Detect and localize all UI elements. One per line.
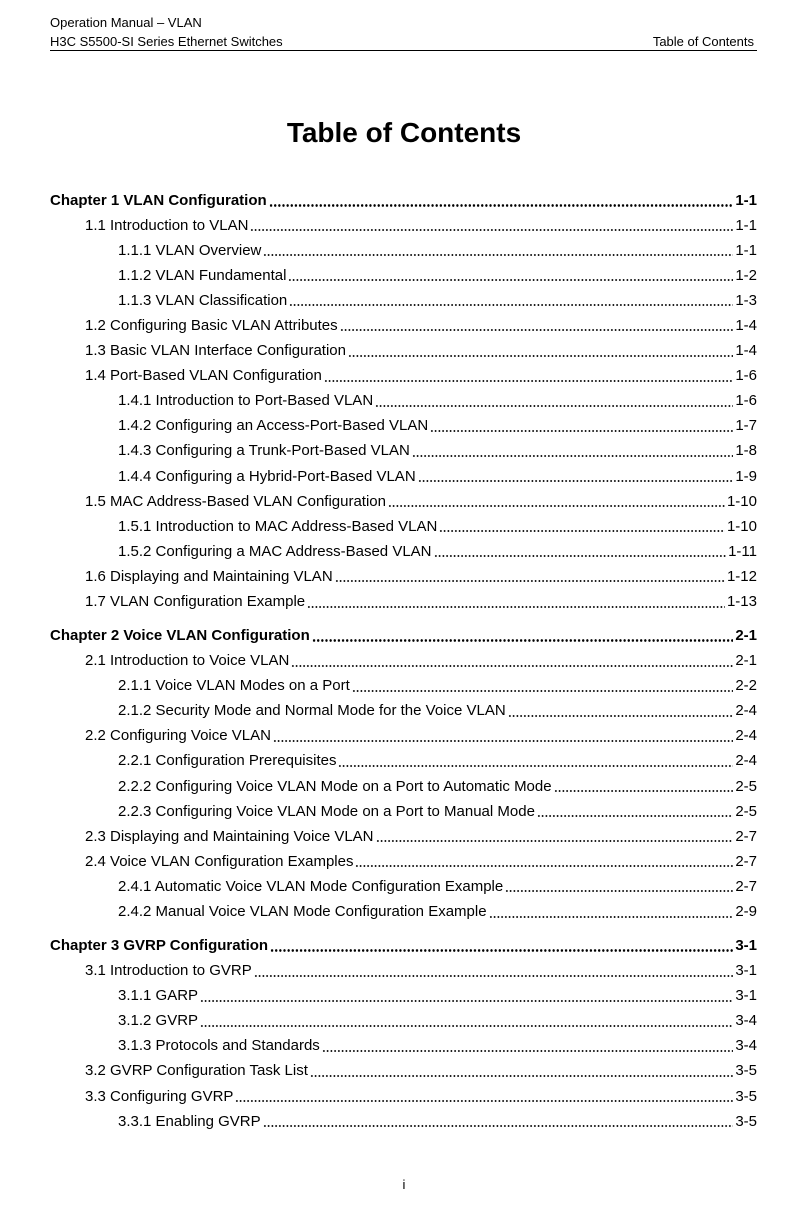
toc-subsection[interactable] [50, 288, 757, 313]
dot-leader [489, 899, 734, 924]
toc-section[interactable] [50, 723, 757, 748]
toc-entry-page: 3-5 [735, 1062, 757, 1080]
toc-entry-page: 1-1 [735, 191, 757, 209]
toc-section[interactable] [50, 958, 757, 983]
toc-entry-page: 1-10 [726, 517, 757, 535]
toc-entry-page: 2-1 [735, 626, 757, 644]
dot-leader [324, 363, 734, 388]
toc-section[interactable] [50, 589, 757, 614]
toc-entry-title: 2.1.1 Voice VLAN Modes on a Port [118, 677, 350, 695]
dot-leader [312, 623, 734, 648]
toc-entry-page: 2-5 [735, 802, 757, 820]
toc-section[interactable] [50, 1084, 757, 1109]
toc-subsection[interactable] [50, 263, 757, 288]
toc-entry-page: 1-2 [735, 266, 757, 284]
dot-leader [263, 238, 733, 263]
dot-leader [288, 263, 733, 288]
dot-leader [200, 1008, 733, 1033]
toc-entry-title: 3.3 Configuring GVRP [85, 1087, 234, 1105]
toc-entry-title: 2.4.2 Manual Voice VLAN Mode Configuration Example [118, 903, 487, 921]
toc-chapter[interactable] [50, 933, 757, 958]
toc-entry-page: 2-7 [735, 827, 757, 845]
toc-section[interactable] [50, 338, 757, 363]
dot-leader [508, 698, 734, 723]
toc-entry-title: 3.3.1 Enabling GVRP [118, 1112, 261, 1130]
toc-section[interactable] [50, 564, 757, 589]
toc-entry-page: 1-7 [735, 417, 757, 435]
toc-entry-page: 2-7 [735, 877, 757, 895]
toc-entry-title: 1.4.1 Introduction to Port-Based VLAN [118, 392, 374, 410]
toc-subsection[interactable] [50, 799, 757, 824]
toc-entry-title: Chapter 1 VLAN Configuration [50, 191, 267, 209]
dot-leader [254, 958, 734, 983]
toc-entry-title: 1.4.4 Configuring a Hybrid-Port-Based VLAN [118, 467, 416, 485]
toc-entry-title: 2.4 Voice VLAN Configuration Examples [85, 852, 354, 870]
toc-subsection[interactable] [50, 413, 757, 438]
toc-subsection[interactable] [50, 1033, 757, 1058]
dot-leader [352, 673, 734, 698]
toc-subsection[interactable] [50, 774, 757, 799]
toc-section[interactable] [50, 489, 757, 514]
toc-entry-title: 2.2.1 Configuration Prerequisites [118, 752, 337, 770]
toc-subsection[interactable] [50, 539, 757, 564]
page-number: i [402, 1177, 406, 1192]
toc-section[interactable] [50, 824, 757, 849]
toc-entry-title: 3.1 Introduction to GVRP [85, 962, 252, 980]
toc-entry-page: 2-4 [735, 702, 757, 720]
toc-entry-page: 1-6 [735, 392, 757, 410]
toc-subsection[interactable] [50, 899, 757, 924]
toc-entry-title: 1.3 Basic VLAN Interface Configuration [85, 342, 346, 360]
dot-leader [439, 514, 725, 539]
toc-section[interactable] [50, 313, 757, 338]
toc-subsection[interactable] [50, 1008, 757, 1033]
dot-leader [273, 723, 733, 748]
toc-entry-page: 2-9 [735, 903, 757, 921]
dot-leader [322, 1033, 734, 1058]
toc-entry-page: 2-1 [735, 652, 757, 670]
toc-section[interactable] [50, 849, 757, 874]
toc-entry-title: 1.4.2 Configuring an Access-Port-Based VLAN [118, 417, 429, 435]
toc-entry-page: 1-10 [726, 492, 757, 510]
toc-section[interactable] [50, 1058, 757, 1083]
toc-chapter[interactable] [50, 188, 757, 213]
dot-leader [263, 1109, 734, 1134]
toc-entry-page: 3-4 [735, 1037, 757, 1055]
toc-entry-page: 1-13 [726, 593, 757, 610]
toc-entry-title: 3.1.2 GVRP [118, 1012, 199, 1030]
toc-entry-page: 2-7 [735, 852, 757, 870]
toc-section[interactable] [50, 363, 757, 388]
toc-entry-title: 1.1 Introduction to VLAN [85, 216, 249, 234]
dot-leader [537, 799, 733, 824]
toc-entry-page: 1-6 [735, 367, 757, 385]
toc-entry-title: 1.4 Port-Based VLAN Configuration [85, 367, 322, 385]
manual-title: Operation Manual – VLAN [50, 15, 202, 30]
toc-entry-page: 1-1 [735, 216, 757, 234]
toc-entry-title: 3.1.1 GARP [118, 987, 199, 1005]
toc-entry-page: 3-5 [735, 1112, 757, 1130]
dot-leader [310, 1058, 733, 1083]
toc-entry-title: 3.1.3 Protocols and Standards [118, 1037, 320, 1055]
dot-leader [270, 933, 733, 958]
toc-subsection[interactable] [50, 673, 757, 698]
toc-entry-title: 2.4.1 Automatic Voice VLAN Mode Configuration Example [118, 877, 504, 895]
toc-section[interactable] [50, 213, 757, 238]
toc-entry-title: 1.5.1 Introduction to MAC Address-Based VLAN [118, 517, 438, 535]
toc-entry-title: 2.2 Configuring Voice VLAN [85, 727, 271, 745]
toc-entry-title: 1.5 MAC Address-Based VLAN Configuration [85, 492, 386, 510]
toc-subsection[interactable] [50, 1109, 757, 1134]
toc-subsection[interactable] [50, 238, 757, 263]
toc-list [50, 188, 757, 1134]
dot-leader [388, 489, 725, 514]
toc-entry-page: 3-1 [735, 937, 757, 954]
toc-entry-page: 3-4 [735, 1012, 757, 1030]
dot-leader [505, 874, 733, 899]
dot-leader [269, 188, 734, 213]
toc-entry-page: 1-4 [735, 342, 757, 360]
toc-entry-title: 2.1.2 Security Mode and Normal Mode for the Voice VLAN [118, 702, 506, 720]
dot-leader [235, 1084, 733, 1109]
dot-leader [375, 388, 733, 413]
dot-leader [250, 213, 733, 238]
toc-chapter[interactable] [50, 623, 757, 648]
toc-entry-page: 2-4 [735, 752, 757, 770]
dot-leader [291, 648, 733, 673]
dot-leader [376, 824, 734, 849]
dot-leader [340, 313, 734, 338]
toc-entry-page: 3-1 [735, 962, 757, 980]
toc-entry-page: 1-1 [735, 241, 757, 259]
dot-leader [418, 464, 734, 489]
toc-subsection[interactable] [50, 748, 757, 773]
toc-entry-page: 2-5 [735, 777, 757, 795]
dot-leader [289, 288, 733, 313]
toc-entry-page: 2-2 [735, 677, 757, 695]
page-title: Table of Contents [286, 117, 522, 148]
dot-leader [355, 849, 733, 874]
toc-entry-title: 1.2 Configuring Basic VLAN Attributes [85, 316, 338, 334]
dot-leader [412, 438, 733, 463]
toc-subsection[interactable] [50, 514, 757, 539]
toc-entry-title: 2.1 Introduction to Voice VLAN [85, 652, 290, 670]
toc-entry-page: 1-8 [735, 442, 757, 460]
toc-entry-page: 3-1 [735, 987, 757, 1005]
dot-leader [200, 983, 733, 1008]
dot-leader [348, 338, 733, 363]
toc-entry-title: 1.1.2 VLAN Fundamental [118, 266, 287, 284]
toc-entry-title: 1.7 VLAN Configuration Example [85, 593, 306, 610]
toc-entry-title: 2.2.2 Configuring Voice VLAN Mode on a Port to Automatic Mode [118, 777, 552, 795]
toc-entry-page: 1-9 [735, 467, 757, 485]
toc-entry-page: 1-12 [726, 567, 757, 585]
toc-entry-title: 1.5.2 Configuring a MAC Address-Based VLAN [118, 542, 432, 560]
dot-leader [338, 748, 733, 773]
toc-entry-title: Chapter 2 Voice VLAN Configuration [50, 626, 310, 644]
product-name: H3C S5500-SI Series Ethernet Switches [50, 34, 283, 49]
toc-subsection[interactable] [50, 983, 757, 1008]
toc-entry-page: 3-5 [735, 1087, 757, 1105]
toc-section[interactable] [50, 648, 757, 673]
dot-leader [434, 539, 727, 564]
toc-entry-title: 3.2 GVRP Configuration Task List [85, 1062, 308, 1080]
toc-entry-page: 1-4 [735, 316, 757, 334]
toc-entry-title: 2.3 Displaying and Maintaining Voice VLAN [85, 827, 374, 845]
dot-leader [554, 774, 734, 799]
toc-entry-title: 1.6 Displaying and Maintaining VLAN [85, 567, 333, 585]
dot-leader [335, 564, 725, 589]
toc-entry-page: 1-3 [735, 291, 757, 309]
toc-entry-page: 2-4 [735, 727, 757, 745]
toc-entry-title: 1.4.3 Configuring a Trunk-Port-Based VLAN [118, 442, 410, 460]
toc-subsection[interactable] [50, 698, 757, 723]
header-section-title: Table of Contents [652, 34, 754, 49]
dot-leader [307, 589, 725, 614]
toc-entry-title: 1.1.3 VLAN Classification [118, 291, 288, 309]
toc-subsection[interactable] [50, 874, 757, 899]
dot-leader [430, 413, 733, 438]
header-rule [50, 50, 757, 51]
toc-entry-title: 2.2.3 Configuring Voice VLAN Mode on a Port to Manual Mode [118, 802, 535, 820]
toc-subsection[interactable] [50, 464, 757, 489]
toc-entry-title: 1.1.1 VLAN Overview [118, 241, 262, 259]
toc-subsection[interactable] [50, 388, 757, 413]
toc-entry-title: Chapter 3 GVRP Configuration [50, 937, 269, 954]
toc-entry-page: 1-11 [728, 542, 757, 560]
toc-subsection[interactable] [50, 438, 757, 463]
